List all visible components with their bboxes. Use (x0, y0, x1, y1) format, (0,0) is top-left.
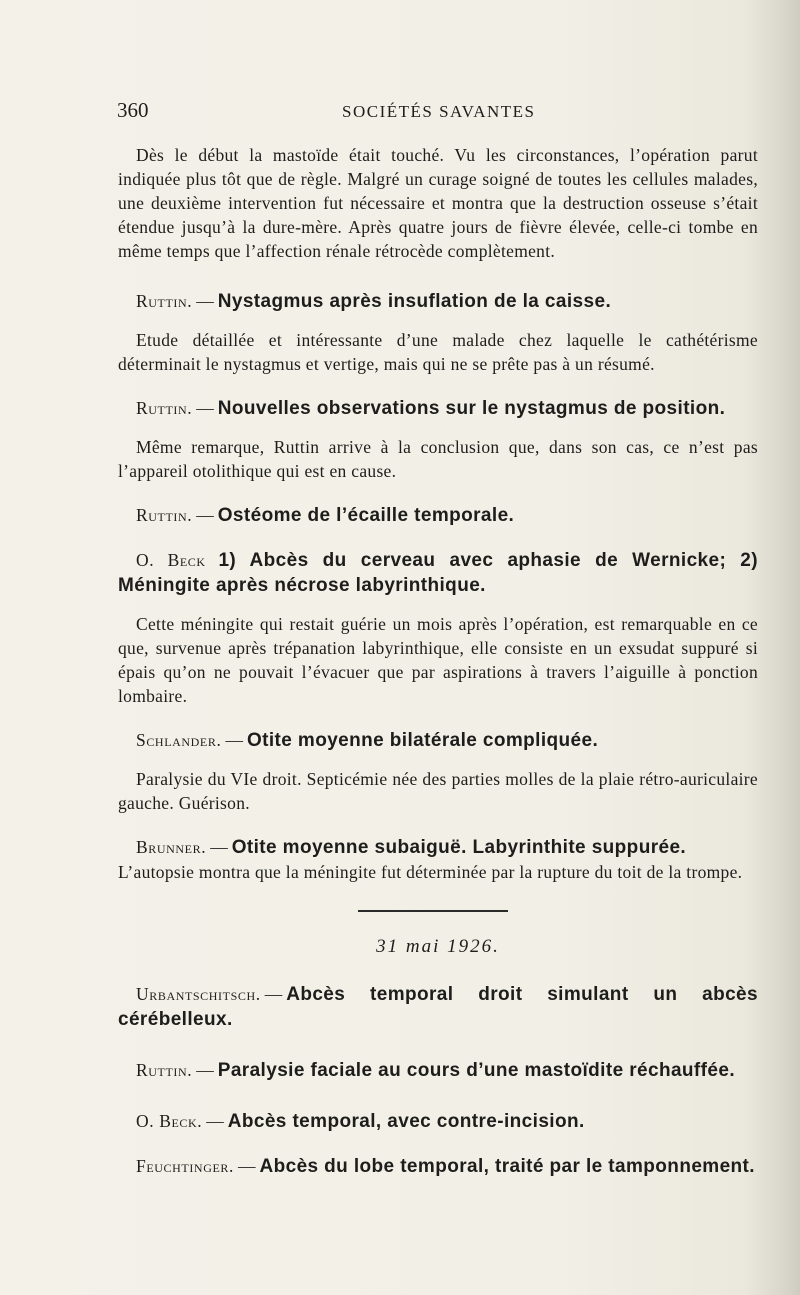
entry-schlander-otite (118, 728, 758, 753)
paragraph-summary: Paralysie du VIe droit. Septicémie née des parties molles de la plaie rétro-auriculaire gauche. Guérison. (118, 769, 758, 813)
paragraph-summary: Etude détaillée et intéressante d’une malade chez laquelle le cathétérisme déterminait le nystagmus et vertige, mais qui ne se prête pas à un résumé. (118, 330, 758, 374)
entry-title: Paralysie faciale au cours d’une mastoïdite réchauffée. (217, 1060, 736, 1081)
page-number: 360 (117, 98, 149, 122)
page-header (117, 98, 760, 128)
author-name: Urbantschitsch. (136, 984, 261, 1004)
author-name: O. Beck (136, 550, 206, 570)
section-divider (118, 904, 758, 932)
em-dash: — (210, 837, 228, 857)
paragraph-continuation: Dès le début la mastoïde était touché. Vu les circonstances, l’opération parut indiquée plus tôt que de règle. Malgré un curage soigné de toutes les cellules malades, une deuxième intervention fut nécessaire et montra que la destruction osseuse s’était étendue jusqu’à la dure-mère. Après quatre jours de fièvre élevée, celle-ci tombe en même temps que l’affection rénale rétrocède complètement. (118, 145, 758, 261)
session-date: 31 mai 1926. (376, 936, 500, 957)
em-dash: — (196, 291, 214, 311)
em-dash: — (264, 984, 283, 1004)
entry-beck-abces-cerveau (118, 548, 758, 598)
entry-title: Nystagmus après insuflation de la caisse. (217, 291, 612, 312)
entry-brunner-otite (118, 835, 758, 860)
author-name: Ruttin. (136, 398, 193, 418)
author-name: O. Beck. (136, 1111, 203, 1131)
em-dash: — (206, 1111, 224, 1131)
em-dash: — (196, 398, 214, 418)
entry-ruttin-nystagmus-position (118, 396, 758, 421)
author-name: Ruttin. (136, 505, 193, 525)
entry-urbantschitsch-abces (118, 982, 758, 1032)
entry-title: Abcès temporal, avec contre-incision. (227, 1111, 585, 1132)
entry-title: Nouvelles observations sur le nystagmus de position. (217, 398, 726, 419)
paragraph-summary: Cette méningite qui restait guérie un mois après l’opération, est remarquable en ce que, survenue après trépanation labyrinthique, elle consiste en un exsudat suppuré si épais qu’on ne pouvait l’évacuer que par aspirations à travers l’aiguille à ponction lombaire. (118, 614, 758, 706)
em-dash: — (196, 505, 214, 525)
em-dash: — (225, 730, 243, 750)
entry-title: Otite moyenne subaiguë. Labyrinthite suppurée. (231, 837, 687, 858)
running-head: SOCIÉTÉS SAVANTES (342, 102, 536, 121)
entry-title: 1) Abcès du cerveau avec aphasie de Wernicke; 2) Méningite après nécrose labyrinthique. (118, 550, 759, 596)
entry-feuchtinger-abces (118, 1154, 758, 1179)
author-name: Schlander. (136, 730, 222, 750)
author-name: Brunner. (136, 837, 207, 857)
entry-title: Otite moyenne bilatérale compliquée. (246, 730, 599, 751)
entry-title: Abcès temporal droit simulant un abcès cérébelleux. (118, 984, 758, 1030)
page-body (118, 143, 758, 1179)
em-dash: — (237, 1156, 256, 1176)
entry-title: Ostéome de l’écaille temporale. (217, 505, 515, 526)
entry-title: Abcès du lobe temporal, traité par le tamponnement. (259, 1156, 755, 1177)
author-name: Ruttin. (136, 291, 193, 311)
entry-ruttin-paralysie (118, 1058, 758, 1083)
author-name: Feuchtinger. (136, 1156, 234, 1176)
paragraph-summary: Même remarque, Ruttin arrive à la conclusion que, dans son cas, ce n’est pas l’appareil otolithique qui est en cause. (118, 437, 758, 481)
em-dash: — (196, 1060, 214, 1080)
author-name: Ruttin. (136, 1060, 193, 1080)
entry-ruttin-nystagmus-insuflation (118, 289, 758, 314)
entry-ruttin-osteome (118, 503, 758, 528)
entry-beck-abces-temporal (118, 1109, 758, 1134)
paragraph-summary: L’autopsie montra que la méningite fut déterminée par la rupture du toit de la trompe. (118, 862, 743, 882)
